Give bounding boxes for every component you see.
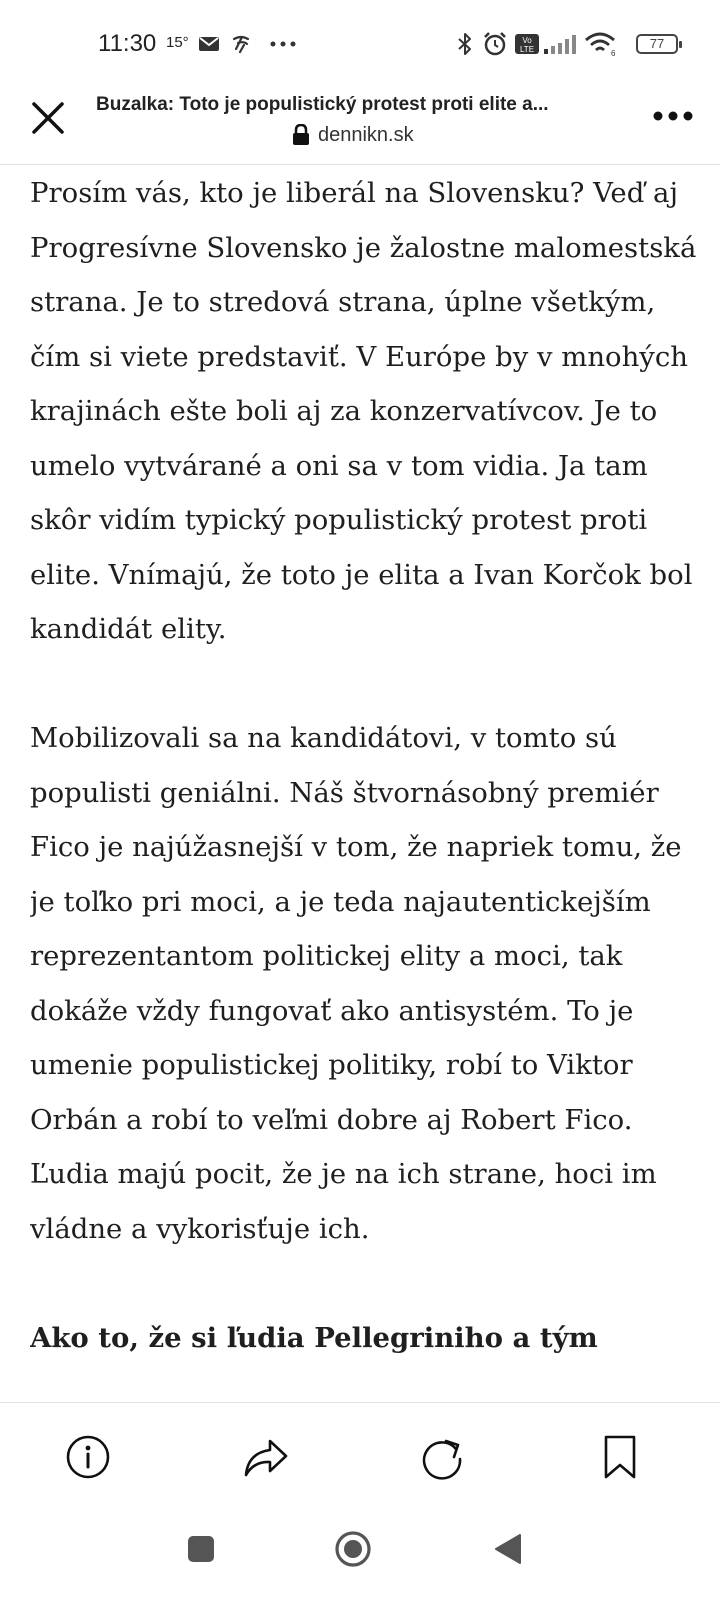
status-bar	[0, 0, 720, 90]
page-title: Buzalka: Toto je populistický protest proti elite a...	[96, 94, 549, 115]
signal-icon	[544, 34, 578, 54]
mail-icon	[198, 36, 220, 52]
url-bar[interactable]	[292, 122, 414, 148]
back-icon[interactable]	[492, 1532, 524, 1566]
more-notifications-icon	[270, 40, 296, 48]
article-heading: Ako to, že si ľudia Pellegriniho a tým	[30, 1321, 598, 1354]
url-text: dennikn.sk	[318, 123, 414, 146]
browser-header	[0, 90, 720, 165]
wifi-icon	[584, 31, 618, 57]
bottom-toolbar	[0, 1402, 720, 1513]
close-icon[interactable]	[28, 98, 68, 138]
system-navigation-bar	[0, 1512, 720, 1600]
status-time: 11:30	[98, 30, 157, 57]
bookmark-icon[interactable]	[594, 1431, 646, 1483]
volte-icon	[514, 33, 540, 55]
lock-icon	[292, 124, 310, 146]
more-icon[interactable]	[650, 100, 696, 132]
svg-text:6: 6	[611, 49, 616, 57]
svg-text:Vo: Vo	[522, 36, 532, 45]
article-paragraph: Prosím vás, kto je liberál na Slovensku? Veď aj Progresívne Slovensko je žalostne malomestská strana. Je to stredová strana, úplne všetkým, čím si viete predstaviť. V Európe by v mnohých krajinách ešte boli aj za konzervatívcov. Je to umelo vytvárané a oni sa v tom vidia. Ja tam skôr vidím typický populistický protest proti elite. Vnímajú, že toto je elita a Ivan Korčok bol kandidát elity.	[30, 177, 697, 645]
svg-text:LTE: LTE	[519, 45, 535, 54]
share-icon[interactable]	[240, 1431, 292, 1483]
battery-level: 77	[649, 36, 665, 51]
article-paragraph: Mobilizovali sa na kandidátovi, v tomto sú populisti geniálni. Náš štvornásobný premiér Fico je najúžasnejší v tom, že napriek tomu, že je toľko pri moci, a je teda najautentickejším reprezentantom politickej elity a moci, tak dokáže vždy fungovať ako antisystém. To je umenie populistickej politiky, robí to Viktor Orbán a robí to veľmi dobre aj Robert Fico. Ľudia majú pocit, že je na ich strane, hoci im vládne a vykorisťuje ich.	[30, 722, 682, 1245]
refresh-icon[interactable]	[416, 1431, 468, 1483]
alarm-icon	[482, 31, 508, 57]
article-body	[30, 166, 700, 1402]
status-temperature: 15°	[166, 34, 189, 51]
app-notification-icon	[230, 33, 252, 55]
recents-icon[interactable]	[186, 1534, 216, 1564]
battery-icon	[636, 34, 678, 54]
home-icon[interactable]	[334, 1530, 372, 1568]
bluetooth-icon	[456, 32, 474, 56]
info-icon[interactable]	[62, 1431, 114, 1483]
